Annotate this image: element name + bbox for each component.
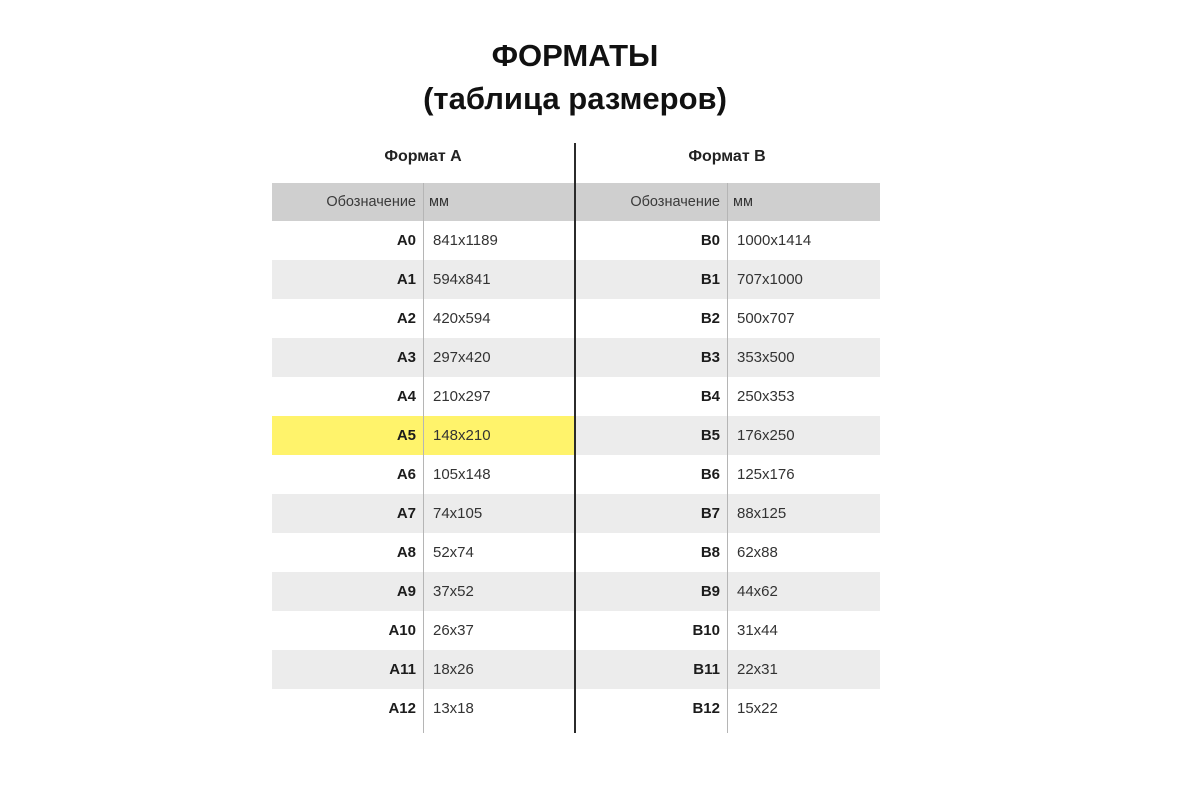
table-row — [576, 416, 880, 455]
page-title: ФОРМАТЫ — [491, 38, 659, 73]
format-code: A12 — [388, 700, 416, 717]
column-header-code: Обозначение — [326, 194, 416, 210]
format-code: B12 — [692, 700, 720, 717]
format-code: A4 — [396, 388, 416, 405]
format-size: 148x210 — [433, 427, 491, 444]
page-subtitle: (таблица размеров) — [423, 81, 727, 116]
table-row — [576, 494, 880, 533]
table-row — [576, 650, 880, 689]
column-header-size: мм — [733, 194, 753, 210]
format-code: B3 — [700, 349, 720, 366]
format-size: 22x31 — [737, 661, 778, 678]
table-row — [576, 572, 880, 611]
format-code: A0 — [396, 232, 416, 249]
format-code: A7 — [396, 505, 416, 522]
format-code: A2 — [396, 310, 416, 327]
format-code: B7 — [700, 505, 720, 522]
format-code: B2 — [700, 310, 720, 327]
format-size: 420x594 — [433, 310, 491, 327]
format-size: 13x18 — [433, 700, 474, 717]
format-code: B11 — [693, 661, 720, 678]
format-code: B8 — [700, 544, 720, 561]
format-size: 18x26 — [433, 661, 474, 678]
format-code: B6 — [700, 466, 720, 483]
format-code: B5 — [700, 427, 720, 444]
format-size: 594x841 — [433, 271, 491, 288]
format-code: A11 — [389, 661, 416, 678]
column-separator — [727, 183, 728, 733]
format-size: 88x125 — [737, 505, 787, 522]
column-separator — [423, 183, 424, 733]
table-row — [576, 338, 880, 377]
format-b-heading: Формат В — [688, 148, 766, 165]
table-row — [576, 260, 880, 299]
format-size: 31x44 — [737, 622, 778, 639]
format-size: 44x62 — [737, 583, 778, 600]
format-a-heading: Формат А — [384, 148, 462, 165]
format-size: 841x1189 — [433, 232, 498, 249]
format-code: B1 — [700, 271, 720, 288]
format-code: A1 — [396, 271, 416, 288]
format-size: 176x250 — [737, 427, 795, 444]
format-code: B9 — [700, 583, 720, 600]
format-size: 37x52 — [433, 583, 474, 600]
format-size: 210x297 — [433, 388, 491, 405]
format-code: A5 — [396, 427, 416, 444]
format-code: B10 — [692, 622, 720, 639]
format-size: 353x500 — [737, 349, 795, 366]
format-size: 250x353 — [737, 388, 795, 405]
format-code: A10 — [388, 622, 416, 639]
format-size: 707x1000 — [737, 271, 803, 288]
format-size: 62x88 — [737, 544, 778, 561]
table-header-row — [576, 183, 880, 221]
format-size: 26x37 — [433, 622, 474, 639]
format-code: A3 — [396, 349, 416, 366]
format-size: 1000x1414 — [737, 232, 812, 249]
format-size: 105x148 — [433, 466, 491, 483]
column-header-size: мм — [429, 194, 449, 210]
format-size: 15x22 — [737, 700, 778, 717]
format-size: 52x74 — [433, 544, 474, 561]
format-code: B4 — [700, 388, 720, 405]
format-size: 74x105 — [433, 505, 483, 522]
format-size: 125x176 — [737, 466, 795, 483]
column-header-code: Обозначение — [630, 194, 720, 210]
format-code: A8 — [396, 544, 416, 561]
format-code: B0 — [700, 232, 720, 249]
format-size: 297x420 — [433, 349, 491, 366]
format-size: 500x707 — [737, 310, 795, 327]
format-code: A9 — [396, 583, 416, 600]
format-code: A6 — [396, 466, 416, 483]
